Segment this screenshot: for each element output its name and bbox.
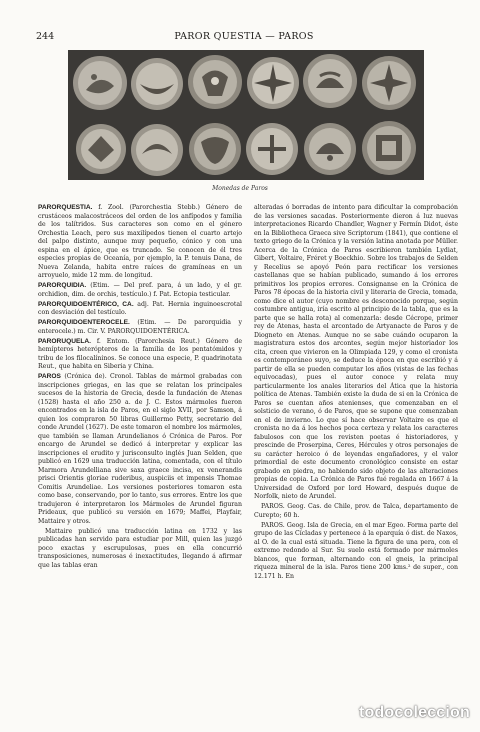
left-column — [38, 204, 242, 572]
page-number: 244 — [36, 31, 55, 42]
coin-3 — [188, 55, 242, 109]
running-header — [36, 30, 452, 44]
coin-2 — [131, 58, 183, 110]
coin-11 — [304, 123, 356, 175]
entry-text: PAROS. Geog. Isla de Grecia, en el mar Egeo. Forma parte del grupo de las Cícladas y pertenece á la eparquía ó dist. de Naxos, al O. de la cual está situada. Tiene la figura de una pera, con el extremo redondo al Sur. Su suelo está formado por mármoles blancos, que forman, alternando con el gneis, la principal riqueza mineral de la isla. Paros tiene 200 kms.² de super., con 12.171 h. En — [254, 521, 458, 580]
coin-1 — [73, 56, 127, 110]
running-title: PAROR QUESTIA — PAROS — [174, 31, 314, 42]
entry-headword: PAROS — [38, 373, 61, 380]
entry-headword: PARORUQUELA. — [38, 337, 91, 345]
coin-10 — [246, 123, 298, 175]
coin-4 — [247, 57, 299, 109]
plate-caption: Monedas de Paros — [212, 185, 268, 192]
entry-text: Mattaire publicó una traducción latina en 1732 y las publicadas han servido para estudiar por Mill, quien las juzgó poco exactas y escrupulosas, pues en ella concurrió transposiciones, numerosas é inexactitudes, llegando á afirmar que las tablas eran — [38, 527, 242, 569]
entry-text: f. Zool. (Parorchestia Stebb.) Género de crustáceos malacostráceos del orden de los anfípodos y familia de los talítridos. Sus caracteres son como en el género Orchestia Leach, pero sus maxilípedos tienen el cuarto artejo del palpo distinto, aunque muy pequeño, cónico y con una espina en el ápice, que es truncado. Se conocen de él tres especies propias de Oceanía, por ejemplo, la P. tenuis Dana, de Nueva Zelanda, habita entre raíces de gramíneas en un arroyuelo, mide 12 mm. de longitud. — [38, 204, 242, 279]
watermark-logo: todocoleccion — [358, 704, 470, 721]
entry-text: PAROS. Geog. Cas. de Chile, prov. de Talca, departamento de Curepto; 60 h. — [254, 503, 458, 519]
coin-6 — [362, 56, 416, 110]
coin-plate-image — [68, 50, 424, 180]
entry-text: (Crónica de). Cronol. Tablas de mármol grabadas con inscripciones griegas, en las que se relatan los principales sucesos de la historia de Grecia, desde la fundación de Atenas (1528) hasta el año 250 a. de J. C. Estos mármoles fueron encontrados en la isla de Paros, en el siglo XVII, por Samson, á quien los compraron 50 libras Guillermo Petty, secretario del conde Arundel (1627). De este tomaron el nombre los mármoles, que también se llaman Arundelianos ó Crónica de Paros. Por encargo de Arundel se dedicó á interpretar y explicar las inscripciones el erudito y jurisconsulto inglés Juan Selden, que publicó en 1629 una traducción latina, comentada, con el título Marmora Arundelliana sive saxa graece incisa, ex venerandis prisci Orientis gloriae ruderibus, auspiciis et impensis Thomae Comitis Arundeliae. Los versiones posteriores tomaron esta como base, conservando, por lo tanto, sus errores. Entre los que tradujeron é interpretaron los Mármoles de Arundel figuran Prideaux, que publicó su versión en 1679; Maffei, Playfair, Mattaire y otros. — [38, 373, 243, 525]
entry-text: alteradas ó borradas de intento para dificultar la comprobación de las versiones sacadas. Posteriormente dieron á luz nuevas interpretaciones Ricardo Chandler, Wagner y Fermín Didot, éste en la Bibliotheca Graeca sive Scriptorum (1841), que contiene el texto griego de la Crónica y la versión latina anotada por Müller. Acerca de la Crónica de Paros escribieron también Lydiat, Gibert, Voltaire, Fréret y Boeckhio. Sobre los trabajos de Selden y Recelius se apoyó Peón para rectificar los versiones castellanas que se habían publicado, sumando á los errores primitivos los propios errores. Consignanse en la Crónica de Paros 78 épocas de la historia civil y literaria de Grecia, tomada, como dice el autor (cuyo nombre es desconocido porque, según costumbre antigua, iría escrito al principio de la tabla, que es la parte que se halla rota) al comenzarla: desde Cécrope, primer rey de Atenas, hasta el arcontado de Artyanacte de Paros y de Diogneto en Atenas. Aunque no se sabe cuándo ocuparon la magistratura estos dos arcontes, según mejor historiador los cita, creen que vivieron en la Olimpiada 129, y como el cronista es contemporáneo suyo, se deduce la época en que escribió y á partir de ella se pueden computar los años (vistas de las fechas equivocadas), pues el autor conoce y relata muy particularmente los anales literarios del Ática que la historia política de Atenas. También existe la duda de si en la Crónica de Paros se cuentan años atenienses, que comenzaban en el solsticio de verano, ó de Paros, que se supone que comenzaban en el de invierno. Lo que sí hace observar Voltaire es que el cronista no da á los hechos poca certeza y relata los caracteres fabulosos con que los revisten poetas é historiadores, y prescinde de Proserpina, Ceres, Hércules y otros personajes de su carácter heroico ó de leyendas engañadores, y el valor primordial de este documento cronológico consiste en estar grabado en piedra, no habiendo sido objeto de las alteraciones propias de copia. La Crónica de Paros fué regalada en 1667 á la Universidad de Oxford por lord Howard, después duque de Norfolk, nieto de Arundel. — [254, 204, 458, 500]
entry-headword: PARORQUIDOENTÉRICO, CA. — [38, 300, 134, 308]
entry-headword: PARORQUIDOENTEROCELE. — [38, 319, 130, 326]
right-column — [254, 204, 458, 583]
coin-5 — [303, 54, 357, 108]
entry-text: (Etim. — De parorquidia y enterocele.) m. Cir. V. PARORQUIDOENTÉRICA. — [38, 319, 243, 335]
coin-8 — [131, 124, 183, 176]
entry-text: adj. Pat. Hernia inguinoescrotal con desviación del testículo. — [38, 300, 242, 316]
entry-text: (Etim. — Del pref. para, á un lado, y el gr. orchidion, dim. de orchis, testículo.) f. Pat. Ectopia testicular. — [38, 282, 243, 298]
entry-text: f. Entom. (Parorchesia Reut.) Género de hemípteros heterópteros de la familia de los pentatómidos y tribu de los filocalíninos. Se conoce una especie, P. quadrinotata Reut., que habita en Siberia y China. — [38, 337, 243, 370]
coin-9 — [189, 123, 241, 175]
coin-12 — [362, 121, 416, 175]
entry-headword: PARORQUIDIA. — [38, 282, 87, 289]
coin-7 — [76, 124, 126, 174]
entry-headword: PARORQUESTIA. — [38, 204, 93, 211]
